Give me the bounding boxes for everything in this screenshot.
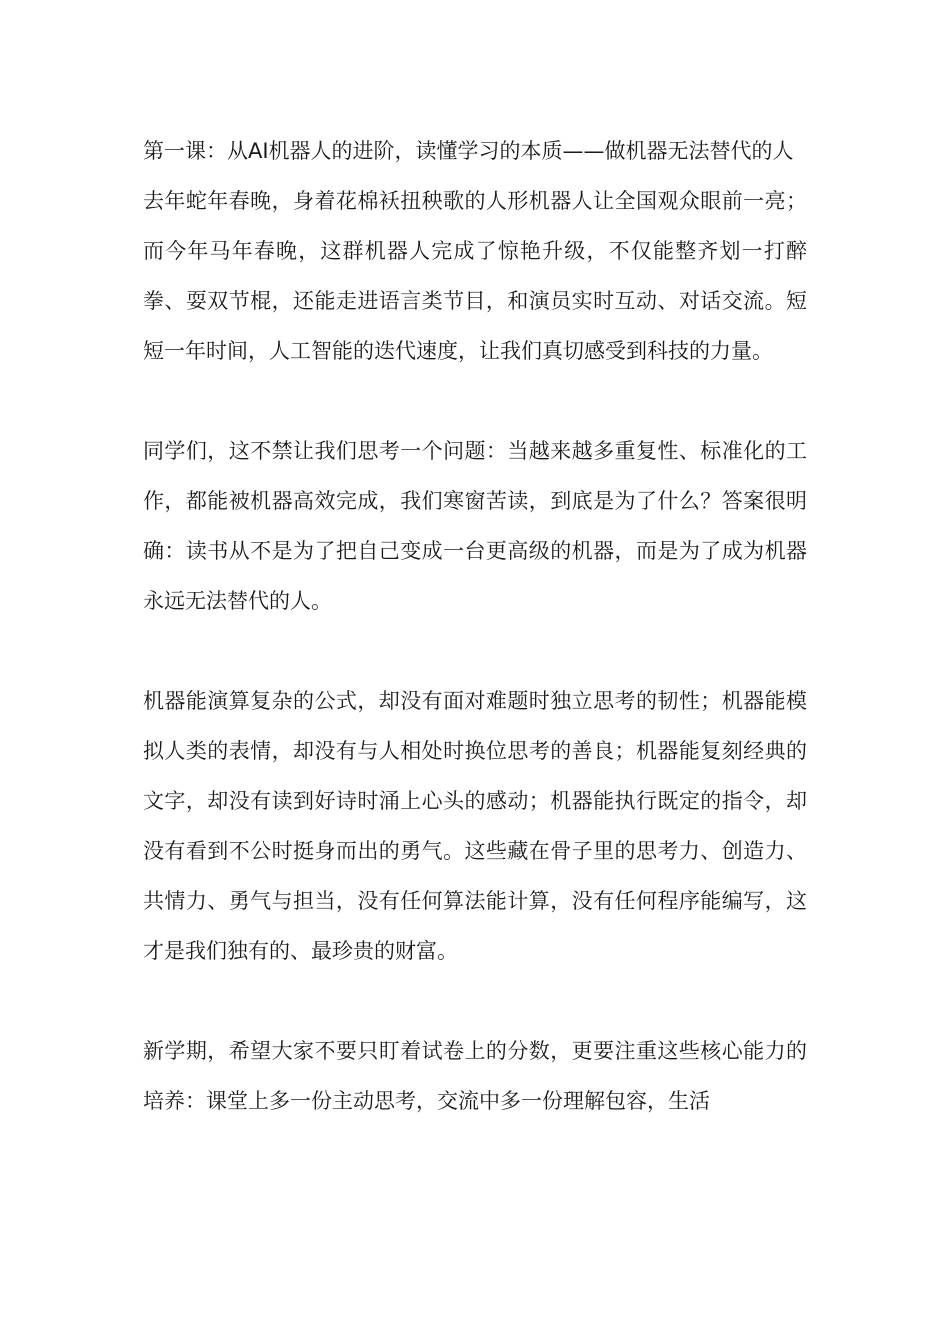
paragraph-1: 去年蛇年春晚，身着花棉袄扭秧歌的人形机器人让全国观众眼前一亮；而今年马年春晚，这群机器人完成了惊艳升级，不仅能整齐划一打醉拳、耍双节棍，还能走进语言类节目，和演员实时互动、对话交流。短短一年时间，人工智能的迭代速度，让我们真切感受到科技的力量。 — [143, 189, 807, 363]
document-body — [143, 126, 807, 1126]
paragraph-3: 机器能演算复杂的公式，却没有面对难题时独立思考的韧性；机器能模拟人类的表情，却没有与人相处时换位思考的善良；机器能复刻经典的文字，却没有读到好诗时涌上心头的感动；机器能执行既定的指令，却没有看到不公时挺身而出的勇气。这些藏在骨子里的思考力、创造力、共情力、勇气与担当，没有任何算法能计算，没有任何程序能编写，这才是我们独有的、最珍贵的财富。 — [143, 689, 807, 963]
paragraph-4: 新学期，希望大家不要只盯着试卷上的分数，更要注重这些核心能力的培养：课堂上多一份主动思考，交流中多一份理解包容，生活 — [143, 1039, 807, 1113]
paragraph-2: 同学们，这不禁让我们思考一个问题：当越来越多重复性、标准化的工作，都能被机器高效完成，我们寒窗苦读，到底是为了什么？答案很明确：读书从不是为了把自己变成一台更高级的机器，而是为了成为机器永远无法替代的人。 — [143, 439, 807, 613]
lesson-title: 第一课：从AI机器人的进阶，读懂学习的本质——做机器无法替代的人 — [143, 139, 794, 163]
